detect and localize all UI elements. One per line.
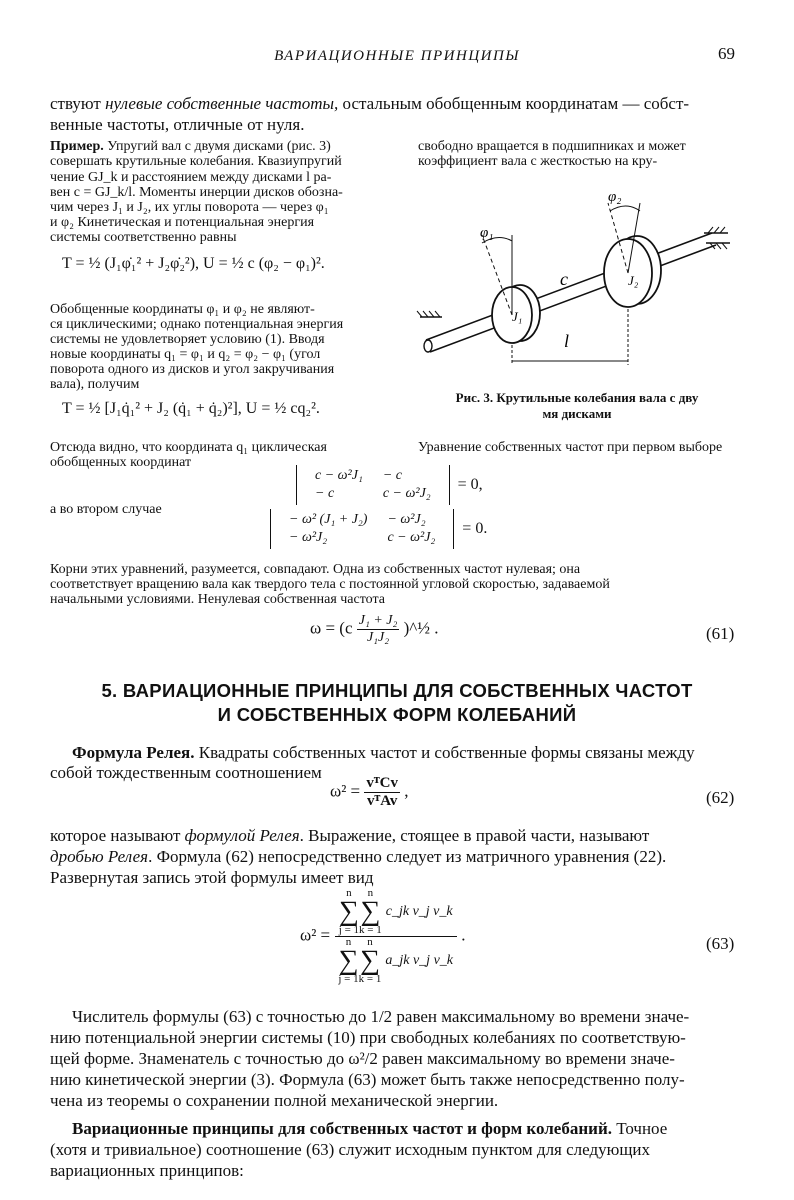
roots-paragraph (50, 562, 750, 607)
determinant-2 (270, 509, 487, 549)
eq63-lhs: ω² = (300, 925, 331, 945)
eq61-rhs: )^½ . (403, 618, 439, 638)
example-left-line: чение GJ_k и расстоянием между дисками l ра- (50, 170, 332, 185)
eq62-number: (62) (706, 788, 735, 807)
example-line1-right: свободно вращается в подшипниках и может (418, 139, 686, 154)
numerator-line: щей форме. Знаменатель с точностью до ω²/2 равен максимальному во времени значе- (50, 1049, 675, 1068)
rayleigh-after-paragraph (50, 825, 750, 888)
det1-cell: c − ω²J₁ (315, 468, 363, 483)
intro-line1-c: остальным обобщенным координатам — собст- (338, 94, 690, 113)
det2-cell: c − ω²J₂ (387, 530, 436, 545)
example-mid-line: вала), получим (50, 377, 140, 392)
sigma-icon: ∑ (360, 896, 381, 927)
rayleigh-after2-b: . Формула (62) непосредственно следует из матричного уравнения (22). (148, 847, 667, 866)
cyclic-line-left: Отсюда видно, что координата q₁ циклическая (50, 440, 327, 455)
sigma-icon: ∑ (338, 896, 359, 927)
eq63-denominator-term: a_jk v_j v_k (385, 953, 453, 968)
example-label: Пример. (50, 139, 104, 154)
roots-line: начальными условиями. Ненулевая собственная частота (50, 592, 385, 607)
example-mid-line: ся циклическими; однако потенциальная энергия (50, 317, 344, 332)
numerator-paragraph (50, 1006, 750, 1111)
eq61-denominator: J₁J₂ (366, 630, 390, 645)
numerator-line: Числитель формулы (63) с точностью до 1/2 равен максимальному во времени значе- (72, 1007, 690, 1026)
variational-line3: вариационных принципов: (50, 1161, 244, 1180)
eq62-fraction (364, 775, 400, 810)
section-title-line1: 5. ВАРИАЦИОННЫЕ ПРИНЦИПЫ ДЛЯ СОБСТВЕННЫХ ЧАСТОТ (101, 680, 693, 701)
equation-energy-1: T = ½ (J₁φ̇₁² + J₂φ̇₂²), U = ½ c (φ₂ − φ₁)². (62, 255, 325, 272)
label-phi2: φ₂ (608, 189, 622, 205)
example-mid-line: поворота одного из дисков и угол закручивания (50, 362, 335, 377)
numerator-line: нию потенциальной энергии системы (10) при свободных колебаниях по соответствую- (50, 1028, 686, 1047)
cyclic-line-2: обобщенных координат (50, 455, 192, 470)
rayleigh-after1-a: которое называют (50, 826, 185, 845)
sum-bottom: k = 1 (359, 924, 382, 936)
label-c: c (560, 269, 568, 289)
rayleigh-after2-italic: дробью Релея (50, 847, 149, 866)
equation-63 (300, 888, 466, 985)
second-case-label: а во втором случае (50, 502, 162, 517)
sum-top: n (367, 936, 373, 948)
sum-top: n (346, 887, 352, 899)
sum-k-denominator (359, 937, 382, 985)
label-phi1: φ₁ (480, 225, 494, 241)
example-mid-line: Обобщенные координаты φ₁ и φ₂ не являют- (50, 302, 315, 317)
sum-top: n (345, 936, 352, 948)
eq61-numerator: J₁ + J₂ (358, 613, 398, 628)
shaft-bottom-edge (430, 245, 716, 352)
example-line2-right: коэффициент вала с жесткостью на кру- (418, 154, 658, 169)
det2-rhs: = 0. (462, 519, 488, 537)
intro-line1-a: ствуют (50, 94, 106, 113)
variational-paragraph (50, 1118, 750, 1181)
example-left-line: системы соответственно равны (50, 230, 237, 245)
left-support-hatch (417, 311, 440, 317)
sum-j-numerator (339, 888, 359, 936)
rayleigh-line1 (72, 742, 742, 763)
shaft-top-edge (426, 233, 712, 340)
figure-caption-line2: мя дисками (542, 406, 612, 421)
shaft-end (424, 340, 432, 352)
sum-top: n (367, 887, 374, 899)
sum-bottom: k = 1 (358, 973, 382, 985)
example-line2-left: совершать крутильные колебания. Квазиупругий (50, 154, 342, 169)
intro-paragraph (50, 93, 740, 135)
determinant-2-matrix (270, 509, 454, 549)
det1-rhs: = 0, (457, 475, 483, 493)
eq63-numerator-term: c_jk v_j v_k (385, 904, 453, 919)
example-left-line: вен c = GJ_k/l. Моменты инерции дисков обозна- (50, 185, 343, 200)
roots-line: соответствует вращению вала как твердого тела с постоянной угловой скоростью, задаваемой (50, 577, 610, 592)
intro-line1-italic: нулевые собственные частоты, (105, 94, 339, 113)
eq61-number: (61) (706, 624, 735, 643)
equation-energy-2: T = ½ [J₁q̇₁² + J₂ (q̇₁ + q̇₂)²], U = ½ cq₂². (62, 400, 320, 417)
determinant-1-matrix (296, 465, 450, 505)
numerator-line: нию кинетической энергии (3). Формула (63) может быть также непосредственно полу- (50, 1070, 685, 1089)
equation-61 (310, 613, 438, 646)
sum-bottom: j = 1 (338, 924, 360, 936)
figure-shaft-diagram (412, 185, 742, 385)
example-mid-column (50, 302, 410, 392)
roots-line: Корни этих уравнений, разумеется, совпадают. Одна из собственных частот нулевая; она (50, 562, 581, 577)
figure-caption (412, 390, 742, 422)
eq61-fraction (357, 613, 400, 646)
eq61-lhs: ω = (c (310, 618, 353, 638)
label-J1: J₁ (512, 309, 523, 324)
variational-bold: Вариационные принципы для собственных частот и форм колебаний. (72, 1119, 612, 1138)
sum-j-denominator (338, 937, 358, 985)
det1-cell: − c (382, 468, 402, 483)
sum-k-numerator (359, 888, 382, 936)
det2-cell: − ω² (J₁ + J₂) (289, 512, 368, 527)
rayleigh-line2: собой тождественным соотношением (50, 763, 322, 782)
example-mid-line: системы не удовлетворяет условию (1). Вводя (50, 332, 325, 347)
page-number: 69 (718, 44, 735, 63)
right-support-top-hatch (708, 227, 725, 233)
label-l: l (564, 331, 570, 351)
eq62-numerator: vᵀCv (366, 775, 398, 791)
equation-62 (330, 775, 409, 810)
running-header: ВАРИАЦИОННЫЕ ПРИНЦИПЫ (274, 48, 520, 64)
det1-cell: − c (315, 486, 335, 501)
det2-cell: − ω²J₂ (289, 530, 328, 545)
eq62-denominator: vᵀAv (366, 793, 398, 809)
example-line1-left-text: Упругий вал с двумя дисками (рис. 3) (103, 139, 331, 154)
figure-caption-line1: Рис. 3. Крутильные колебания вала с дву (455, 390, 699, 405)
example-mid-line: новые координаты q₁ = φ₁ и q₂ = φ₂ − φ₁ (угол (50, 347, 321, 362)
eq63-denominator (334, 937, 457, 985)
det2-cell: − ω²J₂ (387, 512, 426, 527)
eq63-numerator (335, 888, 457, 937)
rayleigh-bold: Формула Релея. (72, 743, 195, 762)
eq63-tail: . (461, 925, 466, 945)
eq63-fraction (334, 888, 457, 985)
eq62-lhs: ω² = (330, 781, 361, 801)
eq63-number: (63) (706, 934, 735, 953)
rayleigh-after1-italic: формулой Релея (184, 826, 300, 845)
rayleigh-text1: Квадраты собственных частот и собственные формы связаны между (194, 743, 695, 762)
label-J2: J₂ (628, 273, 639, 288)
example-left-line: и φ₂ Кинетическая и потенциальная энергия (50, 215, 315, 230)
det1-cell: c − ω²J₂ (382, 486, 431, 501)
sigma-icon: ∑ (360, 945, 380, 976)
cyclic-line-right: Уравнение собственных частот при первом выборе (418, 440, 723, 455)
numerator-line: чена из теоремы о сохранении полной механической энергии. (50, 1091, 499, 1110)
example-line1-left (50, 139, 331, 154)
rayleigh-after3: Развернутая запись этой формулы имеет вид (50, 868, 374, 887)
phi2-arc (610, 206, 640, 211)
eq62-tail: , (404, 781, 409, 801)
sigma-icon: ∑ (338, 945, 359, 976)
example-left-line: чим через J₁ и J₂, их углы поворота — через φ₁ (50, 200, 329, 215)
right-support-hatch (710, 243, 727, 249)
determinant-1 (296, 465, 483, 505)
section-title-line2: И СОБСТВЕННЫХ ФОРМ КОЛЕБАНИЙ (217, 704, 577, 725)
example-left-column (50, 170, 410, 245)
variational-line2: (хотя и тривиальное) соотношение (63) служит исходным пунктом для следующих (50, 1140, 651, 1159)
intro-line2: венные частоты, отличные от нуля. (50, 115, 305, 134)
rayleigh-after1-c: . Выражение, стоящее в правой части, называют (299, 826, 650, 845)
variational-text1: Точное (611, 1119, 668, 1138)
sum-bottom: j = 1 (338, 973, 359, 985)
